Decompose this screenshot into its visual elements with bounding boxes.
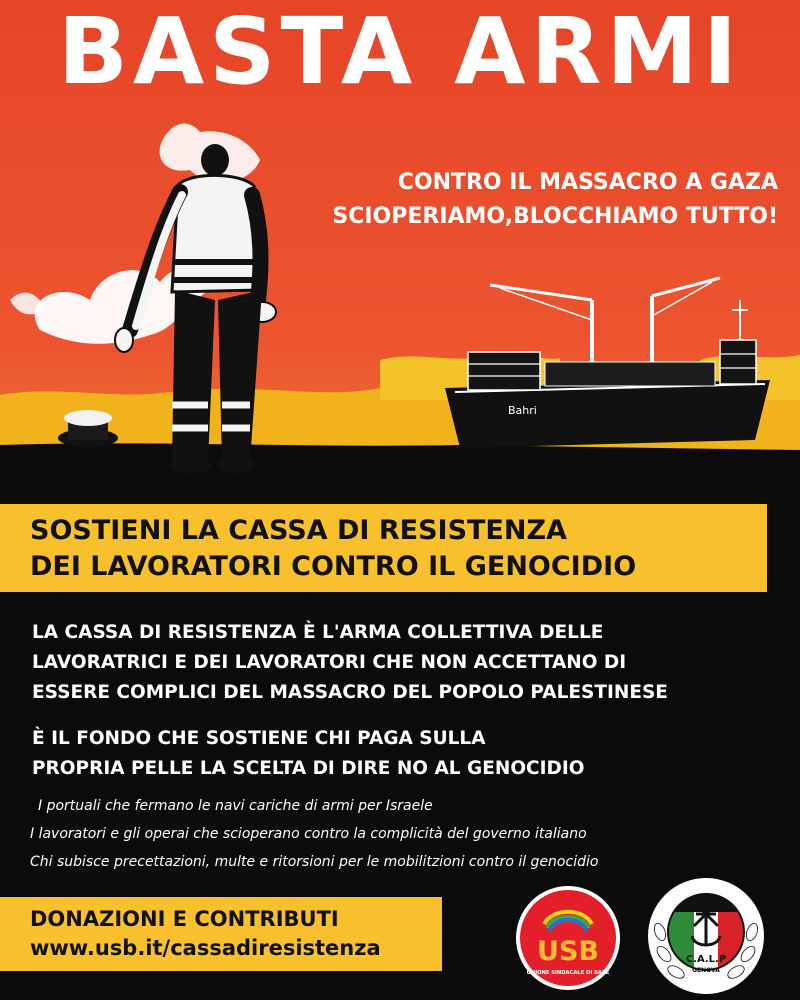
dock-ground [0, 443, 800, 500]
donation-title: DONAZIONI E CONTRIBUTI [30, 907, 339, 931]
poster-title: BASTA ARMI [57, 0, 743, 105]
donation-box [0, 897, 442, 971]
calp-logo [638, 872, 774, 1000]
banner-text [30, 513, 636, 585]
support-banner [0, 504, 767, 592]
paragraph-2 [32, 724, 772, 784]
paragraph-line: ESSERE COMPLICI DEL MASSACRO DEL POPOLO PALESTINESE [32, 682, 668, 703]
paragraph-line: PROPRIA PELLE LA SCELTA DI DIRE NO AL GENOCIDIO [32, 758, 585, 779]
paragraph-line: LAVORATRICI E DEI LAVORATORI CHE NON ACCETTANO DI [32, 652, 627, 673]
calp-logo-caption: GENOVA [692, 967, 720, 974]
usb-logo [514, 884, 622, 992]
subtitle-line: SCIOPERIAMO,BLOCCHIAMO TUTTO! [332, 204, 778, 229]
paragraph-line: LA CASSA DI RESISTENZA È L'ARMA COLLETTIVA DELLE [32, 622, 604, 643]
supported-groups-list [30, 792, 790, 876]
body-copy [32, 618, 772, 800]
list-item: I lavoratori e gli operai che scioperano contro la complicità del governo italiano [30, 826, 587, 842]
banner-line: DEI LAVORATORI CONTRO IL GENOCIDIO [30, 551, 637, 582]
list-item: I portuali che fermano le navi cariche di armi per Israele [38, 798, 433, 814]
ship-name-label: Bahri [508, 404, 537, 417]
list-item: Chi subisce precettazioni, multe e ritorsioni per le mobilitzioni contro il genocidio [30, 854, 599, 870]
banner-line: SOSTIENI LA CASSA DI RESISTENZA [30, 515, 567, 546]
paragraph-line: È IL FONDO CHE SOSTIENE CHI PAGA SULLA [32, 728, 486, 749]
usb-logo-caption: UNIONE SINDACALE DI BASE [526, 970, 610, 976]
usb-logo-text: USB [537, 936, 599, 967]
subtitle-line: CONTRO IL MASSACRO A GAZA [397, 170, 778, 195]
calp-logo-text: C.A.L.P [685, 954, 727, 965]
poster-subtitle [332, 166, 778, 234]
paragraph-1 [32, 618, 772, 708]
donation-url: www.usb.it/cassadiresistenza [30, 936, 381, 960]
